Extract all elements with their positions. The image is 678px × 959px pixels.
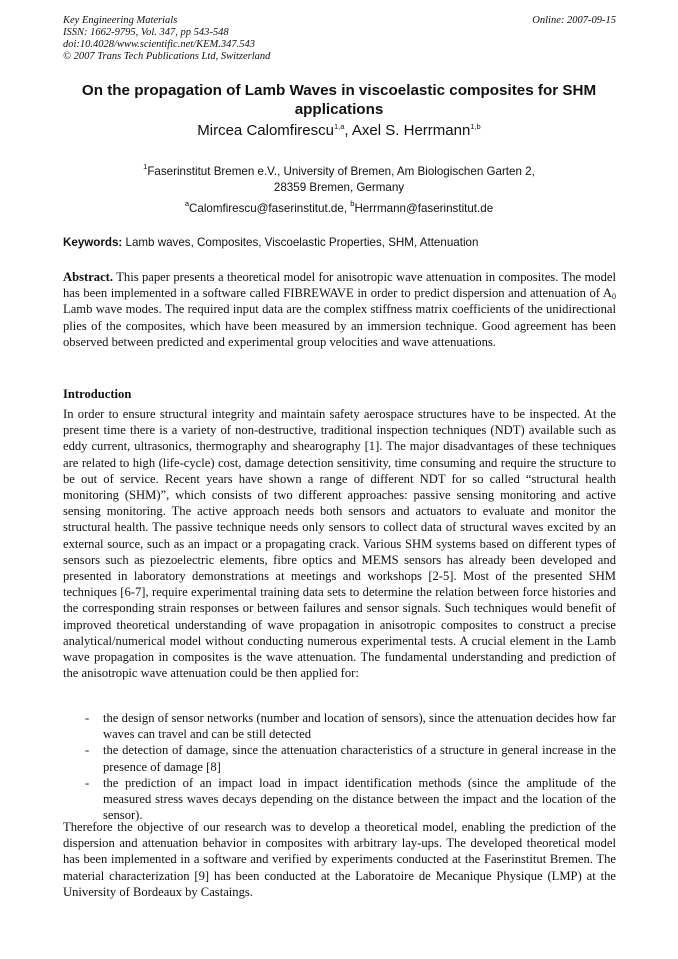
abstract-text-2: Lamb wave modes. The required input data are the complex stiffness matrix coefficients of the unidirectional plies of the composites, which have been measured by an immersion technique. Good agreement has been observed between predicted and experimental group velocities and wave attenuations. [63, 302, 616, 349]
application-list [63, 710, 616, 823]
list-dash: - [85, 775, 90, 790]
abstract [63, 269, 616, 350]
journal-name: Key Engineering Materials [63, 15, 178, 26]
affiliation [90, 164, 588, 196]
author-emails [40, 201, 638, 216]
conclusion-paragraph: Therefore the objective of our research was to develop a theoretical model, enabling the prediction of the dispersion and attenuation behavior in composites with arbitrary lay-ups. The developed theoretical model has been implemented in a software and verified by experiments conducted at the Faserinstitut Bremen. The material characterization [9] has been conducted at the Laboratoire de Mecanique Physique (LMP) at the University of Bordeaux by Castaings. [63, 820, 616, 899]
online-date: Online: 2007-09-15 [532, 15, 616, 26]
affiliation-marker: 1 [143, 162, 148, 171]
publication-header [63, 15, 616, 63]
author-1-affiliation-marker: 1,a [333, 122, 345, 131]
author-separator: , [344, 122, 352, 139]
affiliation-line-2: 28359 Bremen, Germany [273, 181, 405, 194]
abstract-subscript: 0 [612, 292, 616, 302]
email-b-marker: b [350, 199, 355, 208]
list-item-text: the design of sensor networks (number and location of sensors), since the attenuation decides how far waves can travel and can be still detected [103, 711, 616, 742]
email-a: Calomfirescu@faserinstitut.de, [189, 202, 351, 215]
copyright-line: © 2007 Trans Tech Publications Ltd, Switzerland [63, 51, 271, 62]
author-list [40, 122, 638, 140]
list-item [63, 775, 616, 824]
list-item [63, 742, 616, 774]
author-2: Axel S. Herrmann [351, 122, 471, 139]
affiliation-line-1: Faserinstitut Bremen e.V., University of Bremen, Am Biologischen Garten 2, [147, 165, 535, 178]
author-1: Mircea Calomfirescu [197, 122, 334, 139]
list-dash: - [85, 743, 90, 758]
email-b: Herrmann@faserinstitut.de [354, 202, 494, 215]
keywords-text: Lamb waves, Composites, Viscoelastic Properties, SHM, Attenuation [122, 236, 479, 249]
abstract-text-1: This paper presents a theoretical model for anisotropic wave attenuation in composites. The model has been implemented in a software called FIBREWAVE in order to predict dispersion and attenuation of A [63, 270, 616, 301]
paper-title: On the propagation of Lamb Waves in viscoelastic composites for SHM applications [81, 82, 597, 118]
issn-line: ISSN: 1662-9795, Vol. 347, pp 543-548 [63, 27, 229, 38]
list-item-text: the prediction of an impact load in impact identification methods (since the amplitude of the measured stress waves decays depending on the distance between the impact and the location of the sensor). [103, 775, 616, 823]
list-dash: - [85, 711, 90, 725]
doi-line: doi:10.4028/www.scientific.net/KEM.347.543 [63, 39, 255, 50]
keywords-label: Keywords: [63, 236, 123, 249]
list-item [63, 710, 616, 742]
abstract-label: Abstract. [63, 270, 114, 284]
email-a-marker: a [184, 199, 189, 208]
keywords [63, 235, 616, 250]
introduction-heading: Introduction [63, 387, 132, 401]
list-item-text: the detection of damage, since the attenuation characteristics of a structure in general increase in the presence of damage [8] [103, 743, 616, 774]
author-2-affiliation-marker: 1,b [470, 122, 481, 131]
introduction-paragraph: In order to ensure structural integrity and maintain safety aerospace structures have to be inspected. At the present time there is a variety of non-destructive, traditional inspection techniques (NDT) available such as eddy current, ultrasonics, thermography and shearography [1]. The major disadvantages of these techniques are related to high (life-cycle) cost, damage detection sensitivity, time consuming and require the structure to be out of service. Recent years have shown a range of different NDT for so called “structural health monitoring (SHM)”, which consists of two different approaches: passive sensing monitoring and active sensing monitoring. The active approach needs both sensors and actuators to evaluate and monitor the structural health. The passive technique needs only sensors to collect data of structural waves excited by an external source, such as an impact or a propagating crack. Various SHM systems based on different types of sensors such as piezoelectric elements, fibre optics and MEMS sensors has already been developed and presented in laboratory demonstrations at meetings and workshops [2-5]. Most of the presented SHM techniques [6-7], require experimental training data sets to determine the relation between force histories and the corresponding strain responses or between failures and sensor signals. Such techniques would benefit of improved theoretical understanding of wave propagation in anisotropic composites to construct a precise analytical/numerical model without conducting numerous experimental tests. A crucial element in the Lamb wave propagation in composites is the wave attenuation. The fundamental understanding and prediction of the anisotropic wave attenuation could be then applied for: [63, 407, 616, 681]
